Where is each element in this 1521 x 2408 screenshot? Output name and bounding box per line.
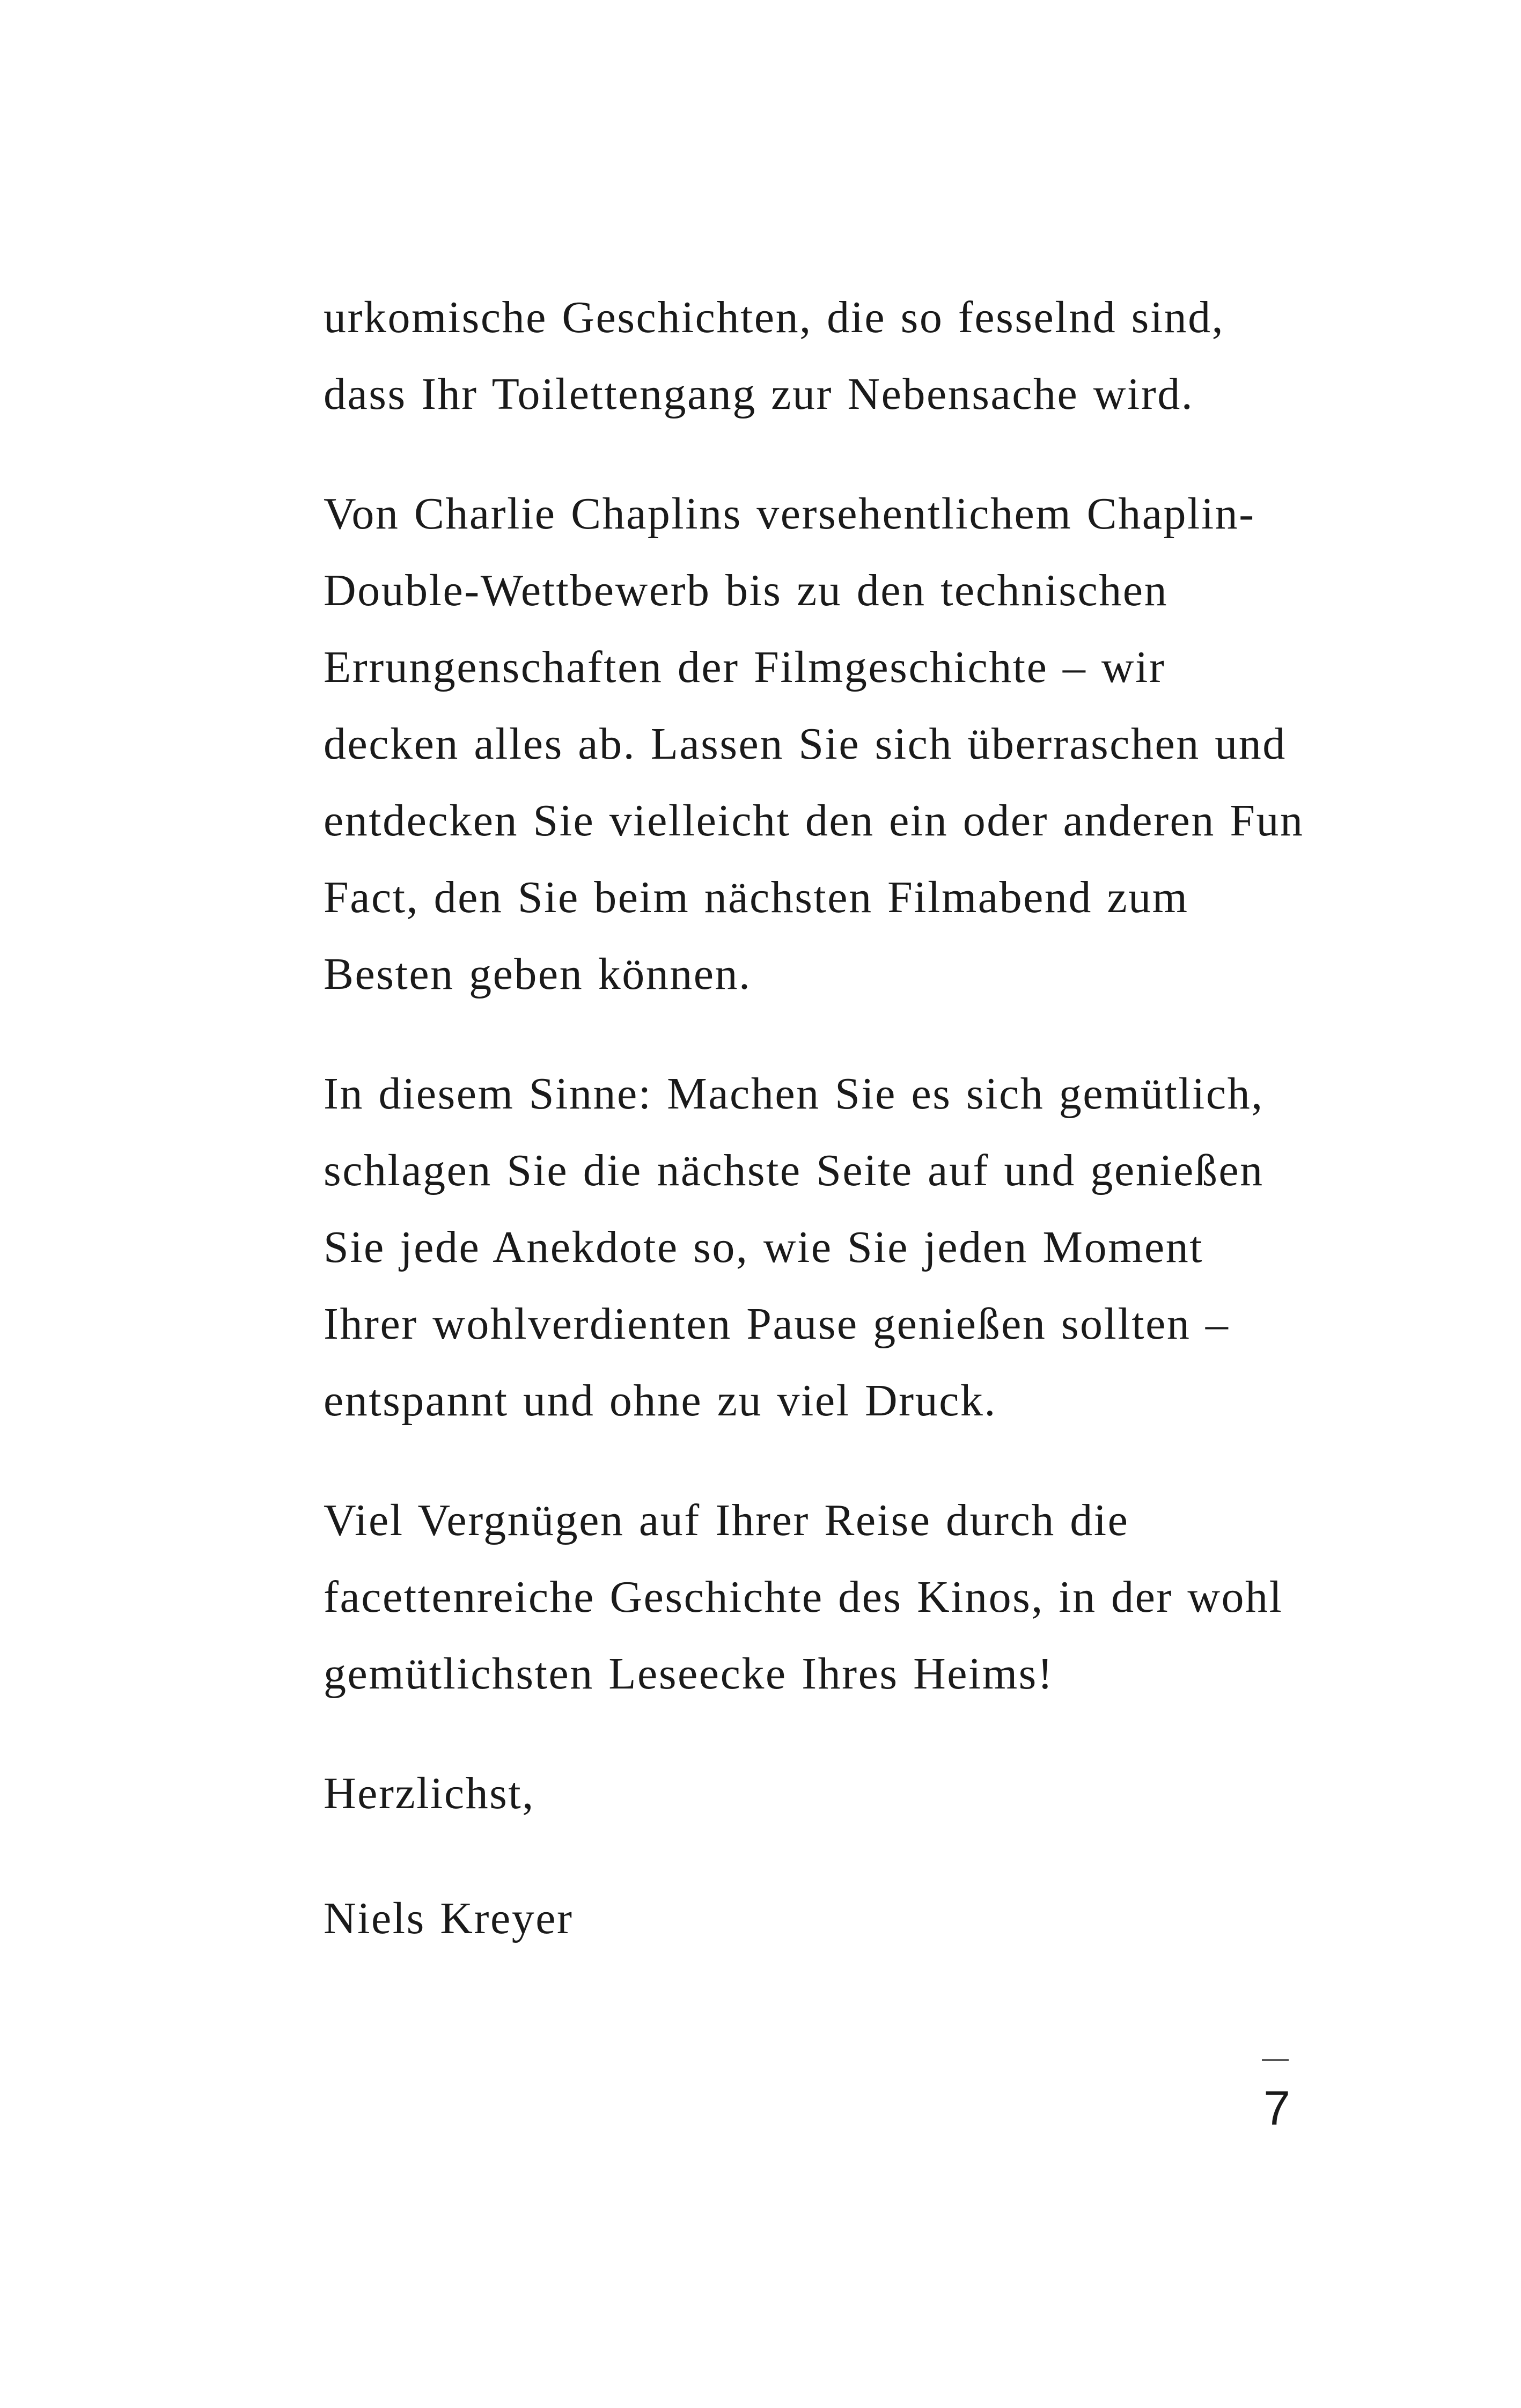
text-line: Errungenschaften der Filmgeschichte – wir [324,642,1166,692]
paragraph-4 [324,1482,1343,1712]
text-line: In diesem Sinne: Machen Sie es sich gemütlich, [324,1069,1264,1119]
paragraph-3 [324,1055,1343,1439]
text-line: Ihrer wohlverdienten Pause genießen sollten – [324,1299,1230,1349]
text-line: schlagen Sie die nächste Seite auf und genießen [324,1146,1264,1195]
text-line: gemütlichsten Leseecke Ihres Heims! [324,1649,1054,1699]
text-line: dass Ihr Toilettengang zur Nebensache wird. [324,369,1194,419]
paragraph-2 [324,475,1343,1012]
text-line: Von Charlie Chaplins versehentlichem Chaplin- [324,489,1255,539]
paragraph-1 [324,279,1343,432]
text-line: Double-Wettbewerb bis zu den technischen [324,566,1169,615]
closing-salutation [324,1755,1343,1832]
body-text [324,279,1343,2005]
text-line: Besten geben können. [324,949,752,999]
text-line: facettenreiche Geschichte des Kinos, in der wohl [324,1572,1283,1622]
text-line: entspannt und ohne zu viel Druck. [324,1376,997,1426]
author-name: Niels Kreyer [324,1893,574,1943]
page-number-rule [1262,2059,1289,2061]
text-line: entdecken Sie vielleicht den ein oder anderen Fun [324,796,1304,846]
text-line: Sie jede Anekdote so, wie Sie jeden Moment [324,1222,1204,1272]
text-line: urkomische Geschichten, die so fesselnd sind, [324,292,1225,342]
text-line: Viel Vergnügen auf Ihrer Reise durch die [324,1495,1129,1545]
closing-text: Herzlichst, [324,1768,535,1818]
text-line: Fact, den Sie beim nächsten Filmabend zum [324,872,1189,922]
signature [324,1880,1343,1957]
text-line: decken alles ab. Lassen Sie sich überraschen und [324,719,1287,769]
page-number: 7 [1263,2082,1291,2135]
